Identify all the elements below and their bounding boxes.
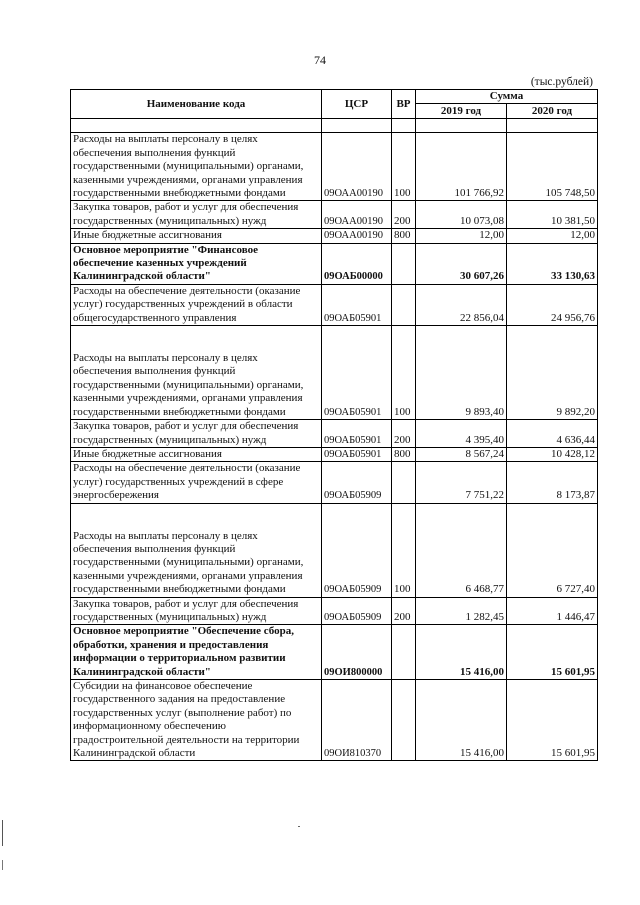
spacer-cell	[416, 119, 507, 133]
row-name: Расходы на обеспечение деятельности (оказание услуг) государственных учреждений в сфере энергосбережения	[71, 462, 322, 503]
row-2019: 4 395,40	[416, 420, 507, 448]
row-vr: 800	[392, 229, 416, 243]
row-2020: 9 892,20	[507, 326, 598, 420]
row-2019: 10 073,08	[416, 201, 507, 229]
table-row	[71, 326, 598, 420]
row-2019: 12,00	[416, 229, 507, 243]
table-row	[71, 597, 598, 625]
row-vr	[392, 679, 416, 760]
row-csr: 09ОАБ05901	[322, 447, 392, 461]
spacer-cell	[392, 119, 416, 133]
table-row	[71, 201, 598, 229]
row-vr: 100	[392, 503, 416, 597]
row-name: Закупка товаров, работ и услуг для обеспечения государственных (муниципальных) нужд	[71, 597, 322, 625]
spacer-cell	[71, 119, 322, 133]
row-vr: 200	[392, 201, 416, 229]
header-csr: ЦСР	[322, 90, 392, 119]
row-2019: 7 751,22	[416, 462, 507, 503]
row-csr: 09ОАБ05901	[322, 284, 392, 325]
row-2020: 6 727,40	[507, 503, 598, 597]
table-row	[71, 447, 598, 461]
row-name: Основное мероприятие "Обеспечение сбора, обработки, хранения и предоставления информации о территориальном развитии Калининградской области"	[71, 625, 322, 680]
row-2019: 15 416,00	[416, 679, 507, 760]
row-vr	[392, 462, 416, 503]
table-row	[71, 133, 598, 201]
row-csr: 09ОАБ05909	[322, 462, 392, 503]
table-row	[71, 503, 598, 597]
table-row	[71, 284, 598, 325]
table-row	[71, 462, 598, 503]
table-row-section	[71, 243, 598, 284]
row-2019: 6 468,77	[416, 503, 507, 597]
row-name: Расходы на обеспечение деятельности (оказание услуг) государственных учреждений в области общегосударственного управления	[71, 284, 322, 325]
header-row-top	[71, 90, 598, 104]
row-vr	[392, 243, 416, 284]
row-2020: 15 601,95	[507, 625, 598, 680]
spacer-row	[71, 119, 598, 133]
row-2020: 24 956,76	[507, 284, 598, 325]
row-2019: 101 766,92	[416, 133, 507, 201]
row-2019: 22 856,04	[416, 284, 507, 325]
row-2019: 8 567,24	[416, 447, 507, 461]
row-2019: 1 282,45	[416, 597, 507, 625]
row-vr: 800	[392, 447, 416, 461]
row-2019: 15 416,00	[416, 625, 507, 680]
row-csr: 09ОАА00190	[322, 229, 392, 243]
row-2020: 105 748,50	[507, 133, 598, 201]
header-sum: Сумма	[416, 90, 598, 104]
spacer-cell	[507, 119, 598, 133]
row-csr: 09ОАА00190	[322, 201, 392, 229]
row-csr: 09ОАБ00000	[322, 243, 392, 284]
row-name: Расходы на выплаты персоналу в целях обеспечения выполнения функций государственными (муниципальными) органами, казенными учреждениями, органами управления государственными внебюджетными фондами	[71, 133, 322, 201]
row-csr: 09ОИ800000	[322, 625, 392, 680]
row-name: Основное мероприятие "Финансовое обеспечение казенных учреждений Калининградской области"	[71, 243, 322, 284]
table-row	[71, 679, 598, 760]
row-name: Закупка товаров, работ и услуг для обеспечения государственных (муниципальных) нужд	[71, 201, 322, 229]
row-2020: 15 601,95	[507, 679, 598, 760]
row-2020: 4 636,44	[507, 420, 598, 448]
table-row-section	[71, 625, 598, 680]
row-2020: 12,00	[507, 229, 598, 243]
header-name: Наименование кода	[71, 90, 322, 119]
page-number: 74	[314, 53, 326, 67]
row-vr	[392, 284, 416, 325]
scan-edge-mark	[2, 860, 3, 870]
row-vr: 100	[392, 133, 416, 201]
row-2020: 33 130,63	[507, 243, 598, 284]
row-2020: 10 428,12	[507, 447, 598, 461]
row-2020: 10 381,50	[507, 201, 598, 229]
header-2020: 2020 год	[507, 104, 598, 119]
row-csr: 09ОАБ05901	[322, 326, 392, 420]
row-csr: 09ОИ810370	[322, 679, 392, 760]
row-name: Закупка товаров, работ и услуг для обеспечения государственных (муниципальных) нужд	[71, 420, 322, 448]
row-name: Иные бюджетные ассигнования	[71, 447, 322, 461]
row-vr: 200	[392, 597, 416, 625]
units-label: (тыс.рублей)	[530, 76, 593, 88]
scan-dust-dot	[298, 826, 300, 827]
row-vr: 200	[392, 420, 416, 448]
row-name: Субсидии на финансовое обеспечение государственного задания на предоставление государственных услуг (выполнение работ) по информационному обеспечению градостроительной деятельности на территории Калининградской области	[71, 679, 322, 760]
row-vr: 100	[392, 326, 416, 420]
row-name: Расходы на выплаты персоналу в целях обеспечения выполнения функций государственными (муниципальными) органами, казенными учреждениями, органами управления государственными внебюджетными фондами	[71, 503, 322, 597]
row-2020: 1 446,47	[507, 597, 598, 625]
header-2019: 2019 год	[416, 104, 507, 119]
row-name: Расходы на выплаты персоналу в целях обеспечения выполнения функций государственными (муниципальными) органами, казенными учреждениями, органами управления государственными внебюджетными фондами	[71, 326, 322, 420]
row-vr	[392, 625, 416, 680]
budget-table	[70, 89, 598, 761]
row-2020: 8 173,87	[507, 462, 598, 503]
row-name: Иные бюджетные ассигнования	[71, 229, 322, 243]
spacer-cell	[322, 119, 392, 133]
row-2019: 9 893,40	[416, 326, 507, 420]
row-csr: 09ОАБ05909	[322, 503, 392, 597]
header-vr: ВР	[392, 90, 416, 119]
row-csr: 09ОАБ05901	[322, 420, 392, 448]
scan-edge-mark	[2, 820, 3, 846]
row-csr: 09ОАБ05909	[322, 597, 392, 625]
row-2019: 30 607,26	[416, 243, 507, 284]
table-row	[71, 420, 598, 448]
row-csr: 09ОАА00190	[322, 133, 392, 201]
table-row	[71, 229, 598, 243]
